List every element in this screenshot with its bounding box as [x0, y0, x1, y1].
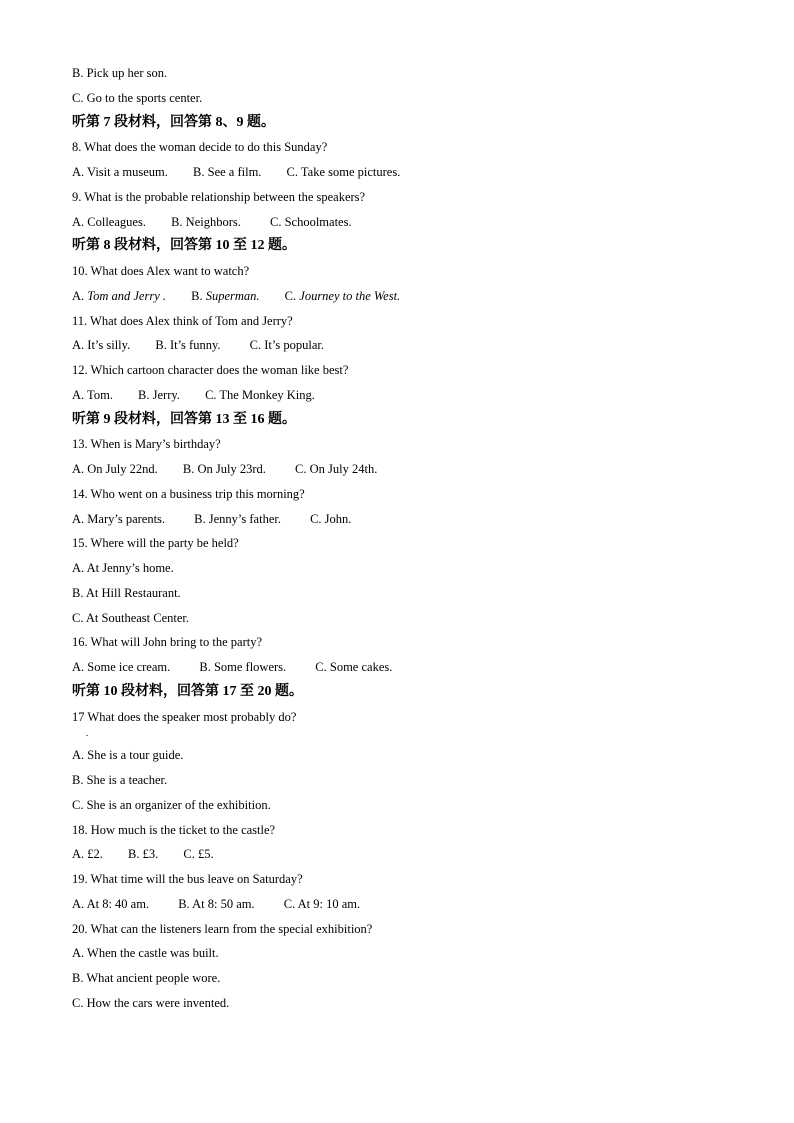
option-c: C. John.: [310, 511, 352, 526]
option-a: [72, 284, 166, 309]
option-c: C. On July 24th.: [295, 462, 378, 476]
option-c: C. It’s popular.: [249, 338, 324, 353]
question-10: 10. What does Alex want to watch?: [72, 264, 250, 278]
question-8-options: [72, 160, 732, 185]
option-c: C. £5.: [183, 847, 214, 862]
option-b: B. Neighbors.: [171, 214, 241, 229]
option-letter: B.: [191, 288, 206, 303]
question-9: 9. What is the probable relationship between the speakers?: [72, 189, 366, 204]
question-16: 16. What will John bring to the party?: [72, 635, 263, 650]
option-b: B. £3.: [128, 847, 159, 862]
option-text: Superman.: [205, 288, 260, 303]
option-a: A. £2.: [72, 847, 103, 862]
question-13-options: [72, 457, 732, 482]
option-letter: A.: [72, 288, 88, 303]
question-18: 18. How much is the ticket to the castle?: [72, 822, 276, 837]
question-13: 13. When is Mary’s birthday?: [72, 437, 221, 452]
option-line: A. She is a tour guide.: [72, 748, 184, 763]
option-a: A. It’s silly.: [72, 338, 131, 353]
question-16-options: [72, 655, 732, 680]
option-line: B. What ancient people wore.: [72, 971, 221, 985]
question-17: 17 What does the speaker most probably do?: [72, 709, 297, 724]
option-a: A. At 8: 40 am.: [72, 896, 150, 911]
question-14: 14. Who went on a business trip this morning?: [72, 486, 305, 501]
option-b: B. Jenny’s father.: [194, 511, 281, 526]
option-c: C. The Monkey King.: [205, 387, 315, 402]
option-b: B. Some flowers.: [199, 660, 287, 674]
option-line: B. Pick up her son.: [72, 66, 168, 80]
option-text: Tom and Jerry .: [87, 288, 166, 303]
option-line: A. When the castle was built.: [72, 946, 219, 961]
option-line: C. She is an organizer of the exhibition.: [72, 797, 271, 812]
section-heading: 听第 9 段材料，回答第 13 至 16 题。: [72, 411, 296, 427]
option-a: A. Visit a museum.: [72, 165, 168, 179]
option-letter: C.: [284, 288, 300, 303]
section-heading: 听第 7 段材料，回答第 8、9 题。: [72, 114, 275, 130]
question-11: 11. What does Alex think of Tom and Jerry?: [72, 313, 293, 328]
option-b: B. On July 23rd.: [182, 462, 266, 476]
question-19: 19. What time will the bus leave on Saturday?: [72, 872, 303, 886]
question-11-options: [72, 333, 732, 358]
option-line: A. At Jenny’s home.: [72, 561, 174, 575]
option-a: A. On July 22nd.: [72, 462, 158, 476]
option-c: [285, 284, 401, 309]
question-12: 12. Which cartoon character does the woman like best?: [72, 363, 349, 377]
option-c: C. At 9: 10 am.: [283, 896, 361, 911]
option-c: C. Take some pictures.: [286, 165, 401, 179]
option-b: B. Jerry.: [138, 387, 180, 402]
option-a: A. Colleagues.: [72, 214, 146, 229]
question-18-options: [72, 842, 732, 867]
question-9-options: [72, 210, 732, 235]
option-text: Journey to the West.: [299, 288, 401, 303]
question-19-options: [72, 892, 732, 917]
question-14-options: [72, 507, 732, 532]
option-c: C. Some cakes.: [315, 660, 393, 674]
stray-dot: .: [86, 728, 89, 739]
option-line: C. At Southeast Center.: [72, 610, 190, 625]
option-line: C. Go to the sports center.: [72, 90, 203, 105]
section-heading: 听第 10 段材料，回答第 17 至 20 题。: [72, 683, 303, 699]
question-12-options: [72, 383, 732, 408]
question-10-options: [72, 284, 732, 309]
question-8: 8. What does the woman decide to do this Sunday?: [72, 140, 328, 155]
section-heading: 听第 8 段材料，回答第 10 至 12 题。: [72, 238, 296, 254]
option-a: A. Mary’s parents.: [72, 511, 166, 526]
option-line: B. She is a teacher.: [72, 773, 168, 787]
question-20: 20. What can the listeners learn from the special exhibition?: [72, 921, 373, 936]
option-a: A. Some ice cream.: [72, 660, 171, 674]
option-b: B. At 8: 50 am.: [178, 896, 255, 911]
exam-page: [72, 61, 732, 1016]
option-b: B. See a film.: [193, 165, 262, 179]
option-b: B. It’s funny.: [155, 338, 221, 353]
option-a: A. Tom.: [72, 387, 113, 402]
option-c: C. Schoolmates.: [270, 214, 352, 229]
option-line: B. At Hill Restaurant.: [72, 585, 181, 600]
option-line: C. How the cars were invented.: [72, 995, 230, 1010]
option-b: [191, 284, 259, 309]
question-15: 15. Where will the party be held?: [72, 536, 239, 551]
